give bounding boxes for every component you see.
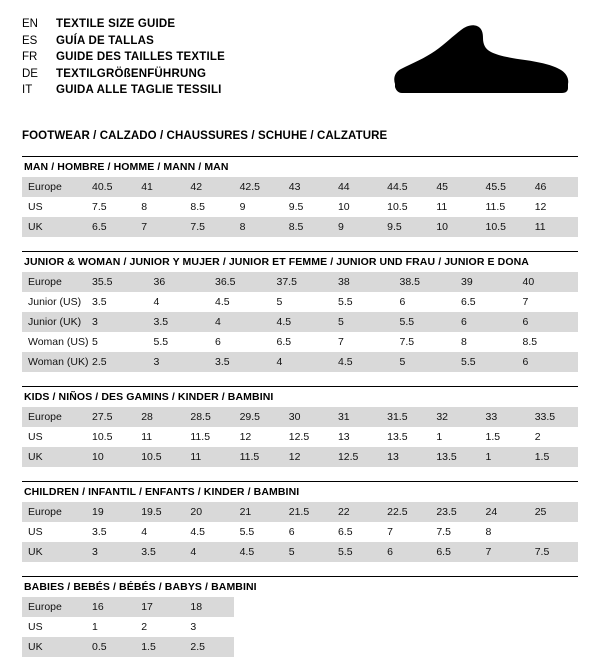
language-code: IT xyxy=(22,84,33,96)
cell: 4.5 xyxy=(215,296,230,308)
cell: 43 xyxy=(283,177,332,197)
table-heading: MAN / HOMBRE / HOMME / MANN / MAN xyxy=(22,156,578,177)
cell: 32 xyxy=(430,407,479,427)
cell: 41 xyxy=(135,177,184,197)
cell: 33.5 xyxy=(529,407,578,427)
cell xyxy=(529,597,578,617)
cell xyxy=(283,597,332,617)
cell: 6.5 xyxy=(86,217,135,237)
cell: 8 xyxy=(234,217,283,237)
cell: 3.5 xyxy=(92,526,107,538)
dress-shoe-icon xyxy=(387,22,572,100)
cell: 5.5 xyxy=(153,336,169,348)
cell: 4.5 xyxy=(234,542,283,562)
cell xyxy=(480,637,529,657)
cell: 22.5 xyxy=(381,502,430,522)
row-label: Europe xyxy=(22,407,86,427)
footer-spacer xyxy=(0,657,600,667)
cell: 2 xyxy=(534,431,541,443)
cell: 21 xyxy=(234,502,283,522)
cell: 18 xyxy=(184,597,233,617)
table-row xyxy=(22,312,578,332)
row-label: Europe xyxy=(22,177,86,197)
cell: 3.5 xyxy=(92,296,107,308)
language-row xyxy=(22,33,225,50)
cell: 7 xyxy=(135,217,184,237)
cell: 13 xyxy=(381,447,430,467)
page-header xyxy=(0,0,600,118)
row-label: Europe xyxy=(22,502,86,522)
table-row xyxy=(22,617,578,637)
cell: 1.5 xyxy=(529,447,578,467)
cell: 8.5 xyxy=(190,201,205,213)
size-table-man xyxy=(0,156,600,237)
cell: 24 xyxy=(480,502,529,522)
cell: 9.5 xyxy=(381,217,430,237)
cell: 6 xyxy=(381,542,430,562)
table-row xyxy=(22,447,578,467)
table-row xyxy=(22,332,578,352)
sizes-table xyxy=(22,597,578,657)
cell: 16 xyxy=(86,597,135,617)
cell: 6 xyxy=(399,296,406,308)
row-label: UK xyxy=(22,447,86,467)
language-code: FR xyxy=(22,51,38,63)
row-label: US xyxy=(28,201,43,213)
cell: 12 xyxy=(534,201,547,213)
language-title: GUIDE DES TAILLES TEXTILE xyxy=(56,51,225,63)
cell: 11 xyxy=(529,217,578,237)
cell: 30 xyxy=(283,407,332,427)
language-title: GUIDA ALLE TAGLIE TESSILI xyxy=(56,84,222,96)
table-row xyxy=(22,197,578,217)
row-label: US xyxy=(28,526,43,538)
table-heading: JUNIOR & WOMAN / JUNIOR Y MUJER / JUNIOR ET FEMME / JUNIOR UND FRAU / JUNIOR E DONA xyxy=(22,251,578,272)
cell: 38.5 xyxy=(394,272,456,292)
table-row xyxy=(22,427,578,447)
cell xyxy=(283,617,332,637)
cell: 27.5 xyxy=(86,407,135,427)
cell: 22 xyxy=(332,502,381,522)
sizes-table xyxy=(22,407,578,467)
row-label: Junior (UK) xyxy=(22,312,86,332)
cell xyxy=(480,597,529,617)
cell: 6 xyxy=(517,352,579,372)
cell xyxy=(234,637,283,657)
table-row xyxy=(22,407,578,427)
cell: 13.5 xyxy=(430,447,479,467)
size-table-babies xyxy=(0,576,600,657)
cell: 4 xyxy=(209,312,271,332)
cell: 31 xyxy=(332,407,381,427)
cell: 5.5 xyxy=(394,312,456,332)
cell: 9 xyxy=(239,201,246,213)
table-row xyxy=(22,352,578,372)
cell: 3.5 xyxy=(148,312,210,332)
category-title: FOOTWEAR / CALZADO / CHAUSSURES / SCHUHE / CALZATURE xyxy=(22,130,388,142)
cell: 4 xyxy=(141,526,148,538)
row-label: Woman (US) xyxy=(28,336,89,348)
cell: 7.5 xyxy=(529,542,578,562)
cell: 11 xyxy=(436,201,448,213)
cell: 12.5 xyxy=(288,431,310,443)
cell: 21.5 xyxy=(283,502,332,522)
cell: 31.5 xyxy=(381,407,430,427)
cell: 11 xyxy=(184,447,233,467)
cell: 10 xyxy=(430,217,479,237)
cell: 19 xyxy=(86,502,135,522)
cell: 0.5 xyxy=(86,637,135,657)
cell: 8.5 xyxy=(283,217,332,237)
cell: 45.5 xyxy=(480,177,529,197)
table-row xyxy=(22,637,578,657)
cell: 9 xyxy=(332,217,381,237)
cell: 12.5 xyxy=(332,447,381,467)
cell: 7.5 xyxy=(92,201,107,213)
cell: 10.5 xyxy=(387,201,408,213)
table-heading: KIDS / NIÑOS / DES GAMINS / KINDER / BAMBINI xyxy=(22,386,578,407)
language-code: ES xyxy=(22,34,38,47)
cell: 28.5 xyxy=(184,407,233,427)
cell: 5 xyxy=(394,352,456,372)
language-row xyxy=(22,82,225,99)
language-row xyxy=(22,66,225,83)
cell: 7.5 xyxy=(184,217,233,237)
cell xyxy=(381,617,430,637)
cell: 13 xyxy=(337,431,350,443)
sizes-table xyxy=(22,177,578,237)
row-label: Europe xyxy=(22,597,86,617)
cell: 4 xyxy=(184,542,233,562)
cell: 5 xyxy=(92,336,98,348)
size-table-kids xyxy=(0,386,600,467)
cell: 5 xyxy=(276,296,283,308)
cell xyxy=(234,617,283,637)
cell: 29.5 xyxy=(234,407,283,427)
cell: 13.5 xyxy=(387,431,408,443)
cell: 4.5 xyxy=(190,526,205,538)
cell xyxy=(381,637,430,657)
cell: 46 xyxy=(529,177,578,197)
language-code: EN xyxy=(22,18,38,30)
sizes-table xyxy=(22,272,578,372)
cell: 40 xyxy=(517,272,579,292)
table-row xyxy=(22,272,578,292)
language-row xyxy=(22,49,225,66)
table-row xyxy=(22,542,578,562)
cell xyxy=(480,617,529,637)
cell: 23.5 xyxy=(430,502,479,522)
cell: 8 xyxy=(485,526,492,538)
cell: 6 xyxy=(215,336,221,348)
cell: 6 xyxy=(517,312,579,332)
cell: 7 xyxy=(522,296,529,308)
cell: 9.5 xyxy=(288,201,304,213)
cell: 5.5 xyxy=(332,542,381,562)
cell: 11.5 xyxy=(190,431,211,443)
cell: 36 xyxy=(148,272,210,292)
cell: 4 xyxy=(271,352,333,372)
cell xyxy=(332,597,381,617)
cell: 20 xyxy=(184,502,233,522)
cell: 10.5 xyxy=(92,431,113,443)
table-heading: BABIES / BEBÉS / BÉBÉS / BABYS / BAMBINI xyxy=(22,576,578,597)
language-code: DE xyxy=(22,67,38,80)
cell: 7.5 xyxy=(436,526,451,538)
cell: 7 xyxy=(387,526,393,538)
cell: 7 xyxy=(338,336,344,348)
cell: 5 xyxy=(332,312,394,332)
size-table-junior-woman xyxy=(0,251,600,372)
cell xyxy=(529,617,578,637)
cell xyxy=(430,597,479,617)
cell: 12 xyxy=(283,447,332,467)
cell: 6.5 xyxy=(337,526,353,538)
table-row xyxy=(22,502,578,522)
cell: 5.5 xyxy=(239,526,255,538)
cell xyxy=(430,637,479,657)
table-heading: CHILDREN / INFANTIL / ENFANTS / KINDER / BAMBINI xyxy=(22,481,578,502)
cell: 5 xyxy=(283,542,332,562)
row-label: UK xyxy=(22,217,86,237)
cell: 10 xyxy=(86,447,135,467)
cell: 42 xyxy=(184,177,233,197)
cell: 1.5 xyxy=(485,431,501,443)
language-title: TEXTILE SIZE GUIDE xyxy=(56,18,176,30)
cell: 1.5 xyxy=(135,637,184,657)
cell: 8.5 xyxy=(522,336,538,348)
table-row xyxy=(22,522,578,542)
table-row xyxy=(22,177,578,197)
cell: 44 xyxy=(332,177,381,197)
row-label: UK xyxy=(22,637,86,657)
cell: 11.5 xyxy=(234,447,283,467)
cell: 1 xyxy=(480,447,529,467)
cell: 6.5 xyxy=(461,296,476,308)
cell: 4 xyxy=(153,296,160,308)
cell: 3 xyxy=(148,352,210,372)
cell: 7.5 xyxy=(399,336,415,348)
cell: 8 xyxy=(141,201,148,213)
cell: 17 xyxy=(135,597,184,617)
cell: 5.5 xyxy=(338,296,353,308)
cell: 2.5 xyxy=(184,637,233,657)
cell xyxy=(529,637,578,657)
cell: 6.5 xyxy=(430,542,479,562)
cell: 12 xyxy=(239,431,252,443)
cell: 3.5 xyxy=(209,352,271,372)
language-title: GUÍA DE TALLAS xyxy=(56,34,154,47)
table-row xyxy=(22,217,578,237)
cell: 33 xyxy=(480,407,529,427)
cell: 37.5 xyxy=(271,272,333,292)
cell xyxy=(332,637,381,657)
language-title: TEXTILGRÖßENFÜHRUNG xyxy=(56,67,207,80)
cell: 3.5 xyxy=(135,542,184,562)
row-label: US xyxy=(28,621,43,633)
cell: 5.5 xyxy=(455,352,517,372)
cell xyxy=(234,597,283,617)
cell: 6.5 xyxy=(276,336,292,348)
cell: 28 xyxy=(135,407,184,427)
cell xyxy=(529,522,578,542)
cell: 2.5 xyxy=(86,352,148,372)
row-label: Junior (US) xyxy=(28,296,82,308)
cell: 8 xyxy=(461,336,467,348)
cell: 10.5 xyxy=(135,447,184,467)
cell: 40.5 xyxy=(86,177,135,197)
row-label: Europe xyxy=(22,272,86,292)
cell: 7 xyxy=(480,542,529,562)
table-row xyxy=(22,292,578,312)
cell: 10.5 xyxy=(480,217,529,237)
size-table-children xyxy=(0,481,600,562)
cell: 11.5 xyxy=(485,201,506,213)
cell: 45 xyxy=(430,177,479,197)
table-row xyxy=(22,597,578,617)
cell: 44.5 xyxy=(381,177,430,197)
cell: 35.5 xyxy=(86,272,148,292)
row-label: UK xyxy=(22,542,86,562)
cell: 19.5 xyxy=(135,502,184,522)
cell: 25 xyxy=(529,502,578,522)
cell xyxy=(381,597,430,617)
cell xyxy=(430,617,479,637)
row-label: Woman (UK) xyxy=(22,352,86,372)
cell: 3 xyxy=(86,542,135,562)
row-label: US xyxy=(28,431,43,443)
cell: 36.5 xyxy=(209,272,271,292)
cell: 10 xyxy=(337,201,350,213)
cell xyxy=(332,617,381,637)
cell: 3 xyxy=(190,621,197,633)
cell: 4.5 xyxy=(332,352,394,372)
sizes-table xyxy=(22,502,578,562)
cell: 4.5 xyxy=(271,312,333,332)
cell: 6 xyxy=(455,312,517,332)
language-title-list xyxy=(22,16,225,99)
cell: 1 xyxy=(92,621,98,633)
cell: 2 xyxy=(141,621,148,633)
cell: 11 xyxy=(141,431,153,443)
cell: 42.5 xyxy=(234,177,283,197)
cell: 3 xyxy=(86,312,148,332)
cell: 38 xyxy=(332,272,394,292)
cell xyxy=(283,637,332,657)
cell: 1 xyxy=(436,431,443,443)
cell: 6 xyxy=(288,526,295,538)
cell: 39 xyxy=(455,272,517,292)
language-row xyxy=(22,16,225,33)
